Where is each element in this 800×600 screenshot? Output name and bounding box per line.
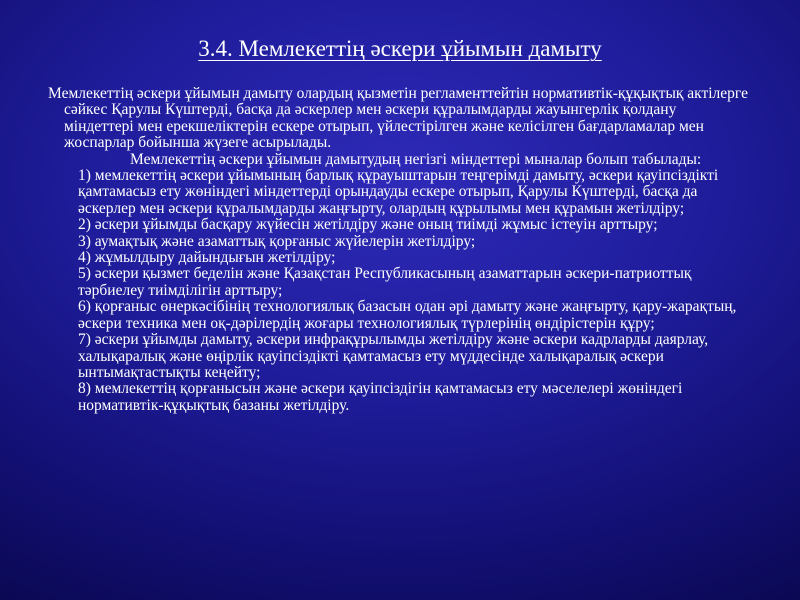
task-item-2: 2) әскери ұйымды басқару жүйесін жетілдіру және оның тиімді жұмыс істеуін арттыру;: [78, 216, 658, 234]
task-item-8: 8) мемлекеттің қорғанысын және әскери қауіпсіздігін қамтамасыз ету мәселелері жөніндегі нормативтік-құқықтық базаны жетілдіру.: [78, 380, 683, 414]
task-item-3: 3) аумақтық және азаматтық қорғаныс жүйелерін жетілдіру;: [78, 232, 476, 250]
tasks-block: [48, 152, 748, 415]
tasks-intro: Мемлекеттің әскери ұйымын дамытудың негізгі міндеттері мыналар болып табылады:: [130, 150, 702, 168]
slide-body: [48, 86, 748, 414]
slide-title: 3.4. Мемлекеттің әскери ұйымын дамыту: [198, 36, 602, 61]
task-item-6: 6) қорғаныс өнеркәсібінің технологиялық базасын одан әрі дамыту және жаңғырту, қару-жарақтың, әскери техника мен оқ-дәрілердің жоғары технологиялық түрлерінің өндірістерін құру;: [78, 298, 737, 332]
task-item-1: 1) мемлекеттің әскери ұйымының барлық құрауыштарын теңгерімді дамыту, әскери қауіпсіздікті қамтамасыз ету жөніндегі міндеттерді орындауды ескере отырып, Қарулы Күштерді, басқа да әскерлер мен әскери құралымдарды жаңғырту, олардың құрылымы мен құрамын жетілдіру;: [78, 167, 719, 217]
task-item-5: 5) әскери қызмет беделін және Қазақстан Республикасының азаматтарын әскери-патриоттық тәрбиелеу тиімділігін арттыру;: [78, 265, 692, 299]
task-item-4: 4) жұмылдыру дайындығын жетілдіру;: [78, 249, 336, 267]
intro-paragraph: Мемлекеттің әскери ұйымын дамыту олардың қызметін регламенттейтін нормативтік-құқықтық актілерге сәйкес Қарулы Күштерді, басқа да әскерлер мен әскери құралымдарды жауынгерлік қолдану міндеттері мен ерекшеліктерін ескере отырып, үйлестірілген және келісілген бағдарламалар мен жоспарлар бойынша жүзеге асырылады.: [48, 85, 748, 152]
task-item-7: 7) әскери ұйымды дамыту, әскери инфрақұрылымды жетілдіру және әскери кадрларды даярлау, халықаралық және өңірлік қауіпсіздікті қамтамасыз ету мүддесінде халықаралық әскери ынтымақтастықты кеңейту;: [78, 331, 709, 381]
